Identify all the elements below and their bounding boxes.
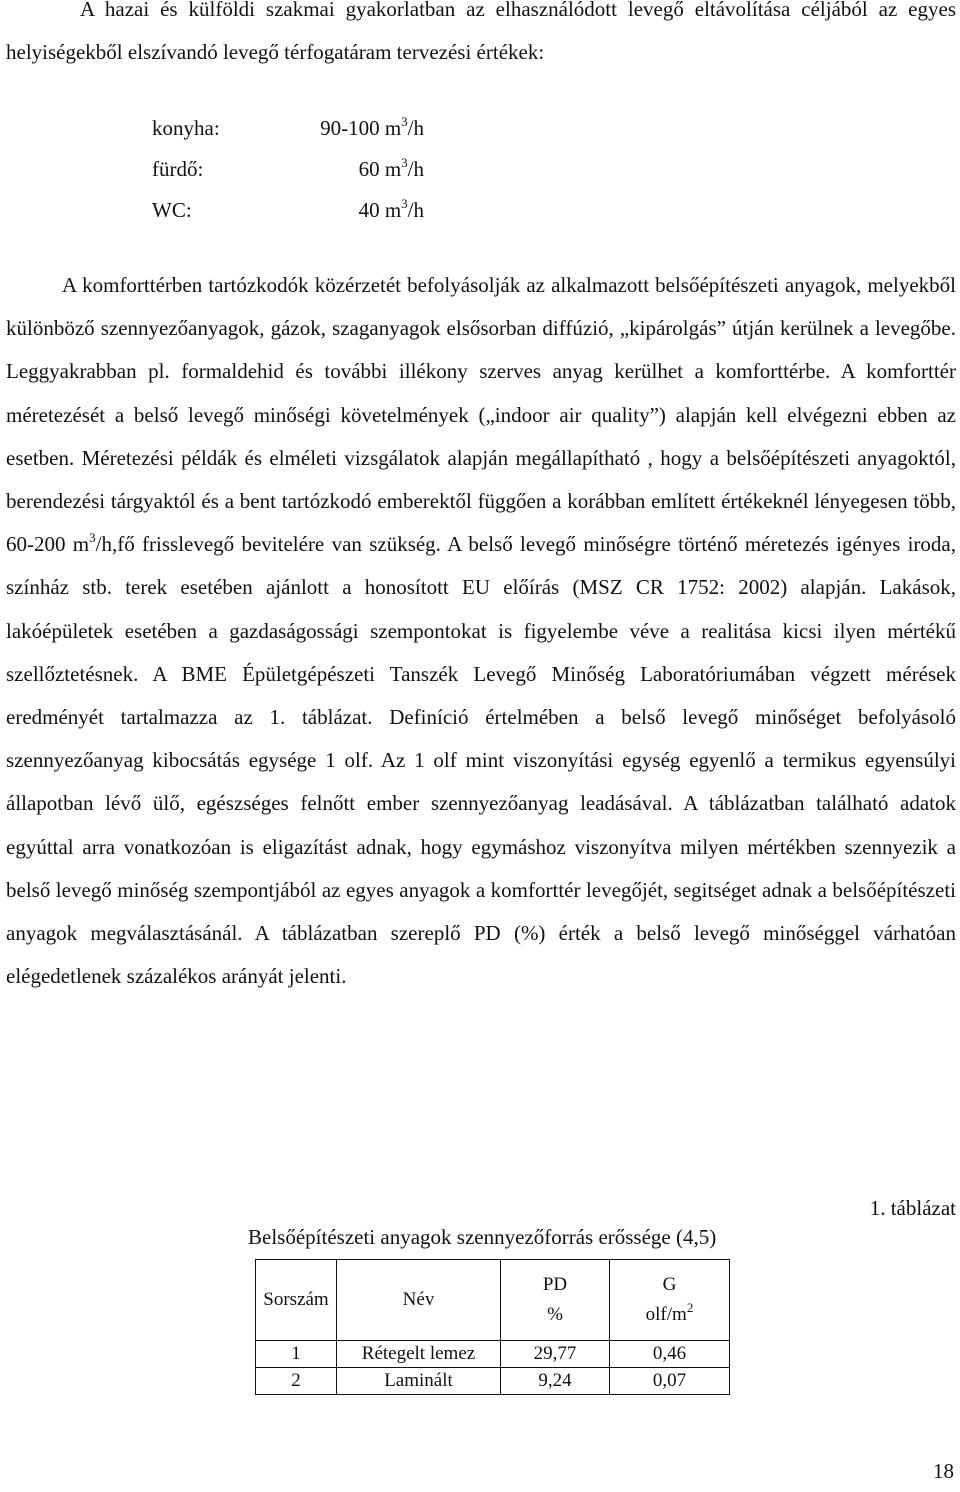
header-g-exponent: 2 — [686, 1299, 694, 1315]
extraction-rates-list — [152, 108, 552, 231]
rate-label: WC: — [152, 198, 192, 222]
rate-label: fürdő: — [152, 157, 204, 181]
header-nev: Név — [337, 1260, 501, 1341]
cell-name: Rétegelt lemez — [337, 1341, 501, 1368]
rate-exponent: 3 — [401, 196, 408, 211]
rate-number: 90-100 m — [320, 116, 402, 140]
cell-num: 2 — [256, 1368, 337, 1395]
header-pd-bottom: % — [547, 1304, 563, 1325]
cell-num: 1 — [256, 1341, 337, 1368]
main-text-exponent: 3 — [89, 530, 96, 546]
header-pd-top: PD — [542, 1274, 568, 1295]
cell-g: 0,46 — [610, 1341, 730, 1368]
rate-value — [359, 190, 424, 231]
rate-unit: /h — [407, 198, 424, 222]
rate-row-bathroom — [152, 149, 552, 190]
cell-pd: 9,24 — [501, 1368, 610, 1395]
header-g — [610, 1260, 730, 1341]
table-header-row — [256, 1260, 730, 1341]
header-sorszam: Sorszám — [256, 1260, 337, 1341]
table-title: Belsőépítészeti anyagok szennyezőforrás erőssége (4,5) — [248, 1225, 717, 1249]
rate-number: 40 m — [358, 198, 402, 222]
rate-exponent: 3 — [401, 114, 408, 129]
rate-unit: /h — [407, 116, 424, 140]
rate-label: konyha: — [152, 116, 220, 140]
header-g-unit: olf/m — [645, 1304, 687, 1325]
table-row — [256, 1368, 730, 1395]
rate-unit: /h — [407, 157, 424, 181]
page-number: 18 — [933, 1459, 954, 1483]
cell-g: 0,07 — [610, 1368, 730, 1395]
rate-exponent: 3 — [401, 155, 408, 170]
rate-value — [320, 108, 424, 149]
rate-row-wc — [152, 190, 552, 231]
rate-value — [359, 149, 424, 190]
cell-name: Laminált — [337, 1368, 501, 1395]
main-text-part2: /h,fő frisslevegő bevitelére van szükség. A belső levegő minőségre történő méretezés igényes iroda, színház stb. terek esetében ajánlott a honosított EU előírás (MSZ CR 1752: 2002) alapján. Lakások, lakóépületek esetében a gazdaságossági szempontokat is figyelembe véve a realitása kicsi ilyen mértékű szellőztetésnek. A BME Épületgépészeti Tanszék Levegő Minőség Laboratóriumában végzett mérések eredményét tartalmazza az 1. táblázat. Definíció értelmében a belső levegő minőséget befolyásoló szennyezőanyag kibocsátás egysége 1 olf. Az 1 olf mint viszonyítási egység egyenlő a termikus egyensúlyi állapotban lévő ülő, egészséges felnőtt ember szennyezőanyag leadásával. A táblázatban található adatok egyúttal arra vonatkozóan is eligazítást adnak, hogy egymáshoz viszonyítva milyen mértékben szennyezik a belső levegő minőség szempontjából az egyes anyagok a komforttér levegőjét, segitséget adnak a belsőépítészeti anyagok megválasztásánál. A táblázatban szereplő PD (%) érték a belső levegő minőséggel várhatóan elégedetlenek százalékos arányát jelenti. — [6, 532, 956, 989]
rate-number: 60 m — [358, 157, 402, 181]
main-paragraph — [6, 264, 956, 998]
cell-pd: 29,77 — [501, 1341, 610, 1368]
header-g-bottom — [616, 1300, 723, 1330]
rate-row-kitchen — [152, 108, 552, 149]
header-pd — [501, 1260, 610, 1341]
table-number: 1. táblázat — [869, 1196, 956, 1220]
main-text-part1: A komforttérben tartózkodók közérzetét befolyásolják az alkalmazott belsőépítészeti anyagok, melyekből különböző szennyezőanyagok, gázok, szaganyagok elsősorban diffúzió, „kipárolgás” útján kerülnek a levegőbe. Leggyakrabban pl. formaldehid és további illékony szerves anyag kerülhet a komforttérbe. A komforttér méretezését a belső levegő minőségi követelmények („indoor air quality”) alapján kell elvégezni ebben az esetben. Méretezési példák és elméleti vizsgálatok alapján megállapítható , hogy a belsőépítészeti anyagoktól, berendezési tárgyaktól és a bent tartózkodó emberektől függően a korábban említett értékeknél lényegesen több, 60-200 m — [6, 273, 956, 557]
intro-paragraph: A hazai és külföldi szakmai gyakorlatban az elhasználódott levegő eltávolítása céljából az egyes helyiségekből elszívandó levegő térfogatáram tervezési értékek: — [6, 0, 956, 65]
header-g-top: G — [662, 1274, 677, 1295]
pollution-source-table — [255, 1259, 730, 1395]
table-row — [256, 1341, 730, 1368]
